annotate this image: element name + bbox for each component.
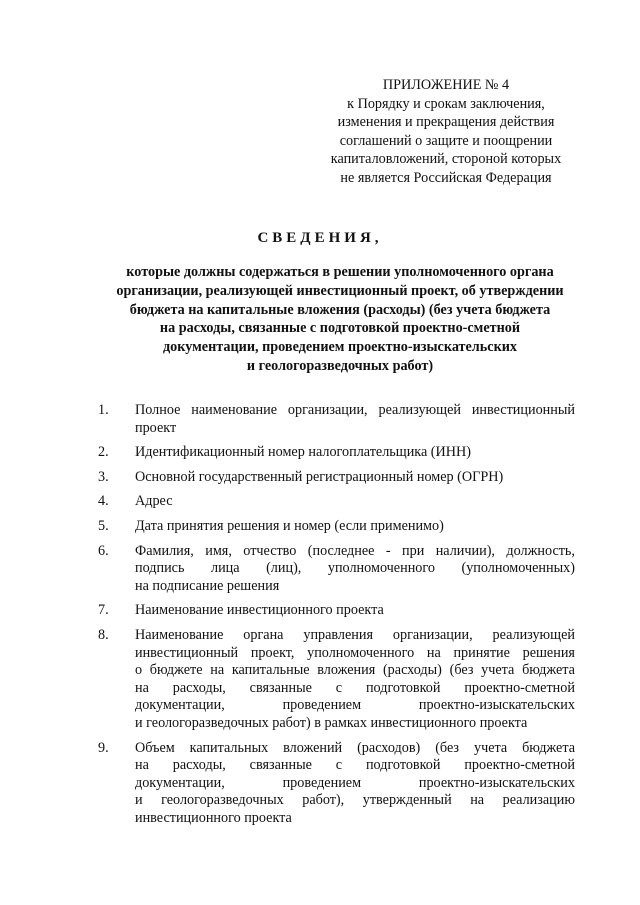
item-line: на расходы, связанные с подготовкой проектно-сметной <box>135 757 575 774</box>
appendix-title: ПРИЛОЖЕНИЕ № 4 <box>382 77 510 93</box>
appendix-line: к Порядку и срокам заключения, <box>347 95 545 112</box>
item-number: 7. <box>98 602 109 619</box>
document-title: СВЕДЕНИЯ, <box>257 230 383 246</box>
item-line: Наименование органа управления организации, реализующей <box>135 626 575 643</box>
item-text <box>135 518 575 536</box>
item-line: Адрес <box>135 493 173 510</box>
item-line: на расходы, связанные с подготовкой проектно-сметной <box>135 679 575 696</box>
item-line: инвестиционного проекта <box>135 809 292 826</box>
item-number: 4. <box>98 493 109 510</box>
list-item <box>0 627 640 733</box>
item-line: Идентификационный номер налогоплательщика (ИНН) <box>135 444 471 461</box>
item-line: и геологоразведочных работ) в рамках инвестиционного проекта <box>135 714 528 731</box>
appendix-header <box>300 76 592 187</box>
item-line: и геологоразведочных работ), утвержденный на реализацию <box>135 792 575 809</box>
appendix-line: не является Российская Федерация <box>340 169 552 186</box>
appendix-line: изменения и прекращения действия <box>337 114 555 130</box>
subtitle-line: которые должны содержаться в решении уполномоченного органа <box>126 264 554 280</box>
list-item <box>0 740 640 828</box>
item-number: 9. <box>98 739 109 756</box>
subtitle-line: документации, проведением проектно-изыскательских <box>162 339 518 356</box>
item-line: документации, проведением проектно-изыскательских <box>135 697 575 714</box>
list-item <box>0 543 640 596</box>
item-number: 5. <box>98 517 109 534</box>
item-line: Полное наименование организации, реализующей инвестиционный <box>135 402 575 418</box>
appendix-line: капиталовложений, стороной которых <box>330 151 562 167</box>
item-line: инвестиционный проект, уполномоченного на принятие решения <box>135 644 575 661</box>
document-subtitle <box>80 263 600 376</box>
item-text <box>135 493 575 511</box>
item-number: 1. <box>98 402 109 418</box>
item-line: о бюджете на капитальные вложения (расходы) (без учета бюджета <box>135 662 575 679</box>
subtitle-line: организации, реализующей инвестиционный проект, об утверждении <box>116 282 564 299</box>
item-text <box>135 543 575 596</box>
list-item <box>0 493 640 511</box>
list-item <box>0 402 640 437</box>
item-number: 6. <box>98 542 109 559</box>
subtitle-line: и геологоразведочных работ) <box>246 357 434 374</box>
subtitle-line: бюджета на капитальные вложения (расходы) (без учета бюджета <box>129 301 551 318</box>
item-text <box>135 444 575 462</box>
list-item <box>0 602 640 620</box>
item-line: Наименование инвестиционного проекта <box>135 602 384 619</box>
item-number: 2. <box>98 444 109 461</box>
list-item <box>0 518 640 536</box>
list-item <box>0 469 640 487</box>
item-line: Основной государственный регистрационный номер (ОГРН) <box>135 468 504 485</box>
item-line: Дата принятия решения и номер (если применимо) <box>135 517 444 534</box>
item-line: на подписание решения <box>135 577 280 594</box>
item-line: проект <box>135 419 177 436</box>
item-line: Фамилия, имя, отчество (последнее - при наличии), должность, <box>135 542 575 559</box>
item-text <box>135 740 575 828</box>
item-number: 8. <box>98 626 109 643</box>
item-line: Объем капитальных вложений (расходов) (без учета бюджета <box>135 739 575 756</box>
item-line: документации, проведением проектно-изыскательских <box>135 774 575 791</box>
item-text <box>135 469 575 487</box>
item-text <box>135 627 575 733</box>
list-item <box>0 444 640 462</box>
item-text <box>135 602 575 620</box>
item-number: 3. <box>98 468 109 485</box>
items-list <box>0 402 640 827</box>
item-line: подпись лица (лиц), уполномоченного (уполномоченных) <box>135 560 575 577</box>
appendix-line: соглашений о защите и поощрении <box>339 132 553 149</box>
item-text <box>135 402 575 437</box>
subtitle-line: на расходы, связанные с подготовкой проектно-сметной <box>159 320 521 337</box>
